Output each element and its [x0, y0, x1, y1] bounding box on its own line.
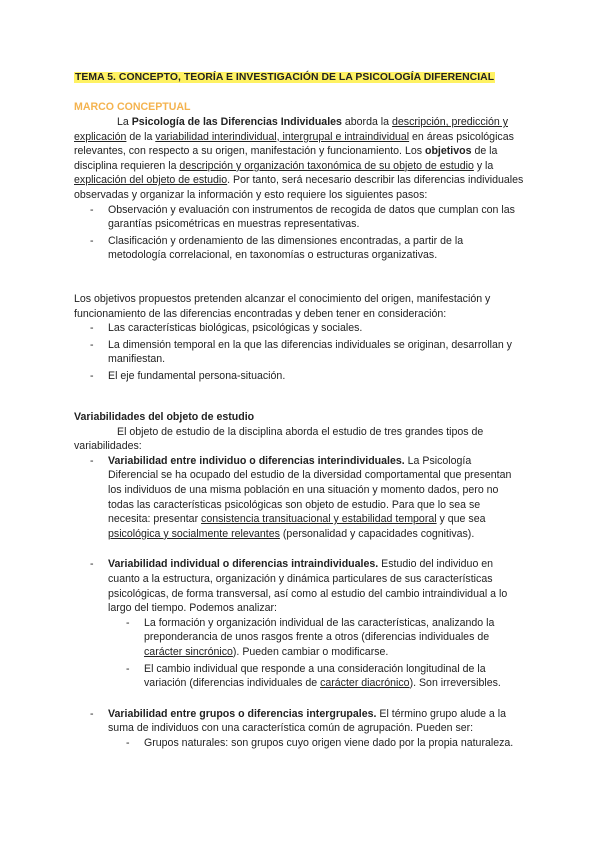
variabilities-list — [74, 454, 524, 751]
objectives-list — [74, 321, 524, 383]
list-item: - Las características biológicas, psicológicas y sociales. — [90, 322, 363, 335]
list-item: - Grupos naturales: son grupos cuyo origen viene dado por la propia naturaleza. — [126, 736, 514, 749]
list-item-intraindividual: - Variabilidad individual o diferencias intraindividuales. Estudio del individuo en cuanto a la estructura, organización y dinámica particulares de sus características psicológicas, de forma transversal, así como al estudio del cambio intraindividual a lo largo del tiempo. Podemos analizar: - La formación y organización individual de las características, analizando la preponderancia de unos rasgos frente a otros (diferencias individuales de carácter sincrónico). Pueden cambiar o modificarse. - El cambio individual que responde a una consideración longitudinal de la variación (diferencias individuales de carácter diacrónico). Son irreversibles. — [74, 557, 524, 690]
intro-paragraph: La Psicología de las Diferencias Individuales aborda la descripción, predicción y explicación de la variabilidad interindividual, intergrupal e intraindividual en áreas psicológicas relevantes, con respecto a su origen, manifestación y funcionamiento. Los objetivos de la disciplina requieren la descripción y organización taxonómica de su objeto de estudio y la explicación del objeto de estudio. Por tanto, será necesario describir las diferencias individuales observadas y organizar la información y esto requiere los siguientes pasos: — [74, 116, 524, 201]
list-item: - El cambio individual que responde a una consideración longitudinal de la variación (diferencias individuales de carácter diacrónico). Son irreversibles. — [126, 662, 501, 690]
list-item-interindividual: - Variabilidad entre individuo o diferencias interindividuales. La Psicología Diferencial se ha ocupado del estudio de la diversidad comportamental que presentan los individuos de una misma población en una situación y momento dados, pero no todas las características psicológicas son objeto de estudio. Para que lo sea se necesita: presentar consistencia transituacional y estabilidad temporal y que sea psicológica y socialmente relevantes (personalidad y capacidades cognitivas). — [90, 454, 512, 540]
section-heading: Variabilidades del objeto de estudio — [74, 411, 255, 423]
group-sublist — [74, 736, 524, 751]
objectives-section — [74, 292, 524, 386]
list-item: - La dimensión temporal en la que las diferencias individuales se originan, desarrollan y manifiestan. — [90, 338, 512, 366]
title-highlight: TEMA 5. CONCEPTO, TEORÍA E INVESTIGACIÓN DE LA PSICOLOGÍA DIFERENCIAL — [75, 72, 495, 83]
steps-list — [74, 203, 524, 263]
objectives-paragraph: Los objetivos propuestos pretenden alcanzar el conocimiento del origen, manifestación y funcionamiento de las diferencias encontradas y deben tener en consideración: — [74, 293, 491, 320]
list-item: - Clasificación y ordenamiento de las dimensiones encontradas, a partir de la metodología correlacional, en taxonomías o estructuras organizativas. — [90, 234, 464, 262]
section-subtitle: MARCO CONCEPTUAL — [74, 101, 191, 113]
intro-section — [74, 115, 524, 265]
list-item: - Observación y evaluación con instrumentos de recogida de datos que cumplan con las garantías psicométricas en muestras representativas. — [90, 203, 515, 231]
document-title — [74, 70, 526, 85]
variabilities-section — [74, 410, 524, 752]
list-item-intergroup: - Variabilidad entre grupos o diferencias intergrupales. El término grupo alude a la suma de individuos con una característica común de agrupación. Pueden ser: - Grupos naturales: son grupos cuyo origen viene dado por la propia naturaleza. — [74, 707, 524, 751]
variabilities-intro: El objeto de estudio de la disciplina aborda el estudio de tres grandes tipos de variabilidades: — [74, 425, 484, 453]
list-item: - La formación y organización individual de las características, analizando la preponderancia de unos rasgos frente a otros (diferencias individuales de carácter sincrónico). Pueden cambiar o modificarse. — [126, 616, 495, 658]
list-item: - El eje fundamental persona-situación. — [90, 369, 286, 382]
intra-sublist — [74, 616, 524, 691]
